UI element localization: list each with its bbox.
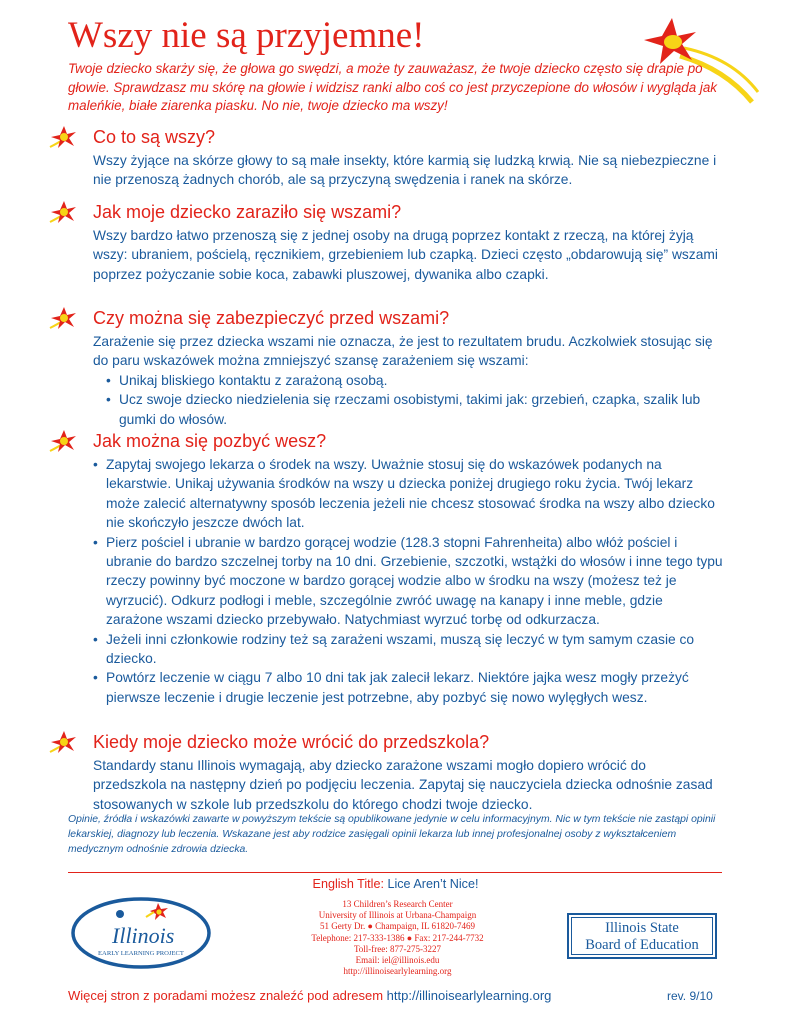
english-title-label: English Title: [312,877,384,891]
list-item: • Ucz swoje dziecko niedzielenia się rzeczami osobistymi, takimi jak: grzebień, czapka, szalik lub gumki do włosów. [106,390,723,429]
illinois-early-learning-logo [70,893,212,971]
page-title: Wszy nie są przyjemne! [68,15,425,56]
address-line: http://illinoisearlylearning.org [343,966,452,977]
section-body [93,455,723,707]
list-item: • Jeżeli inni członkowie rodziny też są zarażeni wszami, muszą się leczyć w tym samym czasie co dziecko. [93,630,723,669]
list-item: • Zapytaj swojego lekarza o środek na wszy. Uważnie stosuj się do wskazówek podanych na lekarstwie. Unikaj używania środków na wszy u dziecka poniżej drugiego roku życia. Twój lekarz może zalecić alternatywny sposób leczenia jeżeli nie chcesz stosować środka na wszy albo dziecko nie skończyło jeszcze dwóch lat. [93,455,723,533]
shooting-star-icon [48,125,80,151]
shooting-star-icon [48,306,80,332]
list-item: • Unikaj bliskiego kontaktu z zarażoną osobą. [106,371,723,390]
footer-url-link[interactable]: http://illinoisearlylearning.org [386,988,552,1003]
english-title-value: Lice Aren’t Nice! [387,877,479,891]
section-paragraph: Wszy żyjące na skórze głowy to są małe insekty, które karmią się ludzką krwią. Nie są niebezpieczne i nie przenoszą żadnych chorób, ale są przyczyną swędzenia i ranek na skórze. [93,153,717,188]
section-heading: Co to są wszy? [93,127,216,147]
section-heading: Jak moje dziecko zaraziło się wszami? [93,202,402,222]
section-body [93,226,723,284]
list-item: • Pierz pościel i ubranie w bardzo gorącej wodzie (128.3 stopni Fahrenheita) albo włóż pościel i ubranie do bardzo szczelnej torby na 10 dni. Grzebienie, szczotki, wstążki do włosów i inne tego typu rzeczy powinny być moczone w bardzo gorącej wodzie albo w środku na wszy (możesz też je wyrzucić). Odkurz podłogi i meble, szczególnie zwróć uwagę na kanapy i inne meble, gdzie zarażone wszami dziecko przebywało. Natychmiast wyrzuć torbę od odkurzacza. [93,533,723,630]
section-body [93,332,723,429]
address-line: University of Illinois at Urbana-Champaign [318,910,477,921]
intro-paragraph: Twoje dziecko skarży się, że głowa go swędzi, a może ty zauważasz, że twoje dziecko często się drapie po głowie. Sprawdzasz mu skórę na głowie i widzisz ranki albo coś co jest przyczepione do włosów i wygląda jak maleńkie, białe ziarenka piasku. No nie, twoje dziecko ma wszy! [68,61,717,113]
revision-label: rev. 9/10 [667,989,713,1003]
address-line: 51 Gerty Dr. ● Champaign, IL 61820-7469 [319,921,476,932]
disclaimer: Opinie, źródła i wskazówki zawarte w powyższym tekście są opublikowane jedynie w celu informacyjnym. Nic w tym tekście nie zastąpi opinii lekarskiej, diagnozy lub leczenia. Wskazane jest aby rodzice zasięgali opinii lekarza lub innej profesjonalnej osoby z wykształceniem medycznym odnośnie zdrowia dziecka. [68,814,716,855]
section-heading: Kiedy moje dziecko może wrócić do przedszkola? [93,732,490,752]
shooting-star-icon [48,200,80,226]
list-item: • Powtórz leczenie w ciągu 7 albo 10 dni tak jak zalecił lekarz. Niektóre jajka wesz mogły przeżyć pierwsze leczenie i drugie leczenie jest potrzebne, aby pozbyć się nowo wylęgłych wesz. [93,668,723,707]
isbe-line: Illinois State [605,920,679,936]
section-heading: Czy można się zabezpieczyć przed wszami? [93,308,450,328]
shooting-star-icon [48,429,80,455]
footer-text: Więcej stron z poradami możesz znaleźć pod adresem [68,988,384,1003]
isbe-line: Board of Education [585,937,699,953]
address-line: Email: iel@illinois.edu [355,955,440,966]
section-paragraph: Wszy bardzo łatwo przenoszą się z jednej osoby na drugą poprzez kontakt z rzeczą, na której żyją wszy: ubraniem, pościelą, ręcznikiem, grzebieniem lub czapką. Dzieci często „obdarowują się” wszami poprzez pożyczanie sobie koca, zabawki pluszowej, dywanika albo czapki. [93,228,718,282]
footer-more-info [68,988,551,1003]
section-paragraph: Standardy stanu Illinois wymagają, aby dziecko zarażone wszami mogło dopiero wrócić do przedszkola na następny dzień po podjęciu leczenia. Zapytaj się nauczyciela dziecka odnośnie zasad stosowanych w szkole lub przedszkolu do którego chodzi twoje dziecko. [93,758,713,812]
address-line: 13 Children’s Research Center [342,899,453,909]
address-line: Telephone: 217-333-1386 ● Fax: 217-244-7732 [311,932,484,943]
section-paragraph: Zarażenie się przez dziecka wszami nie oznacza, że jest to rezultatem brudu. Aczkolwiek stosując się do paru wskazówek można zmniejszyć szansę zarażeniem się wszami: [93,334,713,369]
logo-brand: Illinois [112,923,175,948]
shooting-star-icon [48,730,80,756]
section-heading: Jak można się pozbyć wesz? [93,431,327,451]
bullet-list [93,455,723,707]
section-body [93,756,723,814]
contact-address [290,899,505,977]
english-title [0,877,791,891]
divider [68,872,722,873]
section-body [93,151,723,190]
bullet-list [106,371,723,429]
logo-tagline: EARLY LEARNING PROJECT [98,950,184,957]
isbe-logo [567,913,717,959]
address-line: Toll-free: 877-275-3227 [353,943,442,954]
